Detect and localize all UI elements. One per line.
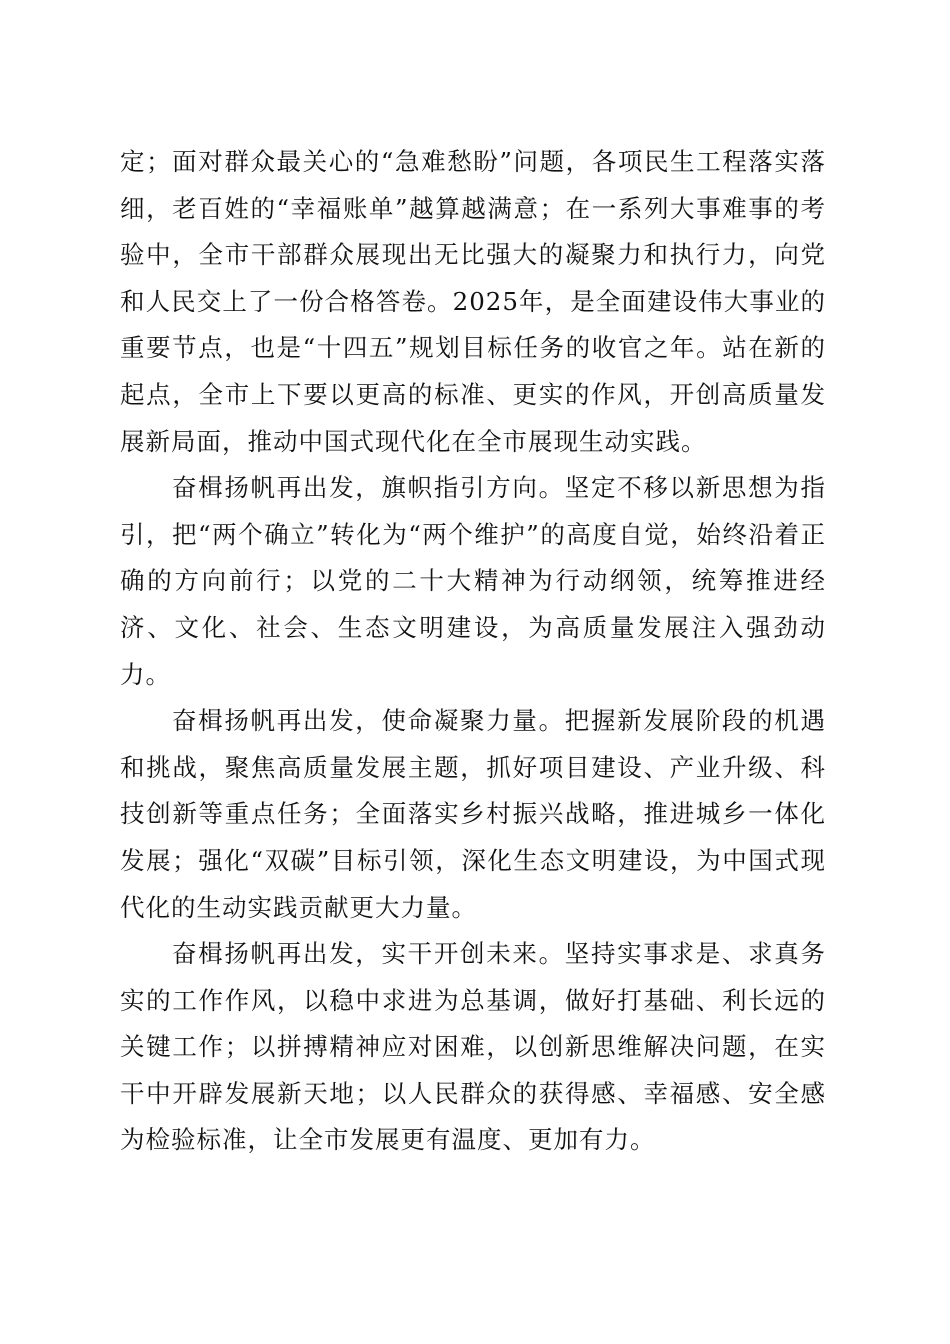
- paragraph-action-future: 奋楫扬帆再出发，实干开创未来。坚持实事求是、求真务实的工作作风，以稳中求进为总基调，做好打基础、利长远的关键工作；以拼搏精神应对困难，以创新思维解决问题，在实干中开辟发展新天地；以人民群众的获得感、幸福感、安全感为检验标准，让全市发展更有温度、更加有力。: [120, 939, 826, 1155]
- document-body: [120, 139, 826, 1164]
- paragraph-continuation: 定；面对群众最关心的“急难愁盼”问题，各项民生工程落实落细，老百姓的“幸福账单”越算越满意；在一系列大事难事的考验中，全市干部群众展现出无比强大的凝聚力和执行力，向党和人民交上了一份合格答卷。2025年，是全面建设伟大事业的重要节点，也是“十四五”规划目标任务的收官之年。站在新的起点，全市上下要以更高的标准、更实的作风，开创高质量发展新局面，推动中国式现代化在全市展现生动实践。: [120, 147, 826, 456]
- paragraph-flag-direction: 奋楫扬帆再出发，旗帜指引方向。坚定不移以新思想为指引，把“两个确立”转化为“两个维护”的高度自觉，始终沿着正确的方向前行；以党的二十大精神为行动纲领，统筹推进经济、文化、社会、生态文明建设，为高质量发展注入强劲动力。: [120, 473, 826, 689]
- paragraph-mission-strength: 奋楫扬帆再出发，使命凝聚力量。把握新发展阶段的机遇和挑战，聚焦高质量发展主题，抓好项目建设、产业升级、科技创新等重点任务；全面落实乡村振兴战略，推进城乡一体化发展；强化“双碳”目标引领，深化生态文明建设，为中国式现代化的生动实践贡献更大力量。: [120, 706, 826, 922]
